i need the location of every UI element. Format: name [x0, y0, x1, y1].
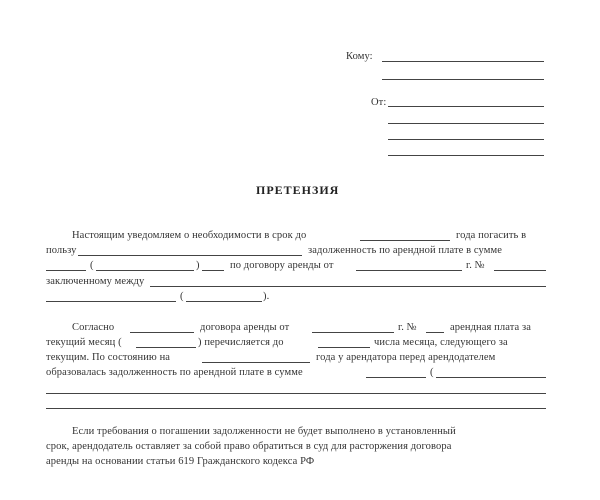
p3-line3: аренды на основании статьи 619 Гражданского кодекса РФ	[46, 456, 315, 467]
p2-line1-text-a: Согласно	[72, 322, 115, 333]
p1-date-line	[360, 240, 450, 241]
p2-as-of-date-line	[202, 362, 310, 363]
from-line-4	[388, 155, 544, 156]
to-line-1	[382, 61, 544, 62]
p2-line2-text-a: текущий месяц (	[46, 337, 122, 348]
p1-amount-words-line	[96, 270, 194, 271]
p2-line4-paren-open: (	[430, 367, 434, 378]
p2-debt-amount-line	[366, 377, 426, 378]
p1-line5-paren-close: ).	[263, 291, 270, 302]
p3-line2: срок, арендодатель оставляет за собой право обратиться в суд для расторжения договора	[46, 441, 452, 452]
p2-day-line	[318, 347, 370, 348]
p2-clause-line	[130, 332, 194, 333]
p1-contract-date-line	[356, 270, 462, 271]
p2-line2-text-b: ) перечисляется до	[198, 337, 284, 348]
p1-line4-text-a: заключенному между	[46, 276, 145, 287]
p1-line2-text-b: задолженность по арендной плате в сумме	[308, 245, 503, 256]
from-line-1	[388, 106, 544, 107]
p2-debt-words-line	[436, 377, 546, 378]
p1-line5-line-b	[186, 301, 262, 302]
p1-parties-line	[150, 286, 546, 287]
p1-line3-text-d: г. №	[466, 260, 485, 271]
to-line-2	[382, 79, 544, 80]
p1-line2-text-a: пользу	[46, 245, 77, 256]
p2-line3-text-b: года у арендатора перед арендодателем	[316, 352, 496, 363]
p1-line1-text-a: Настоящим уведомляем о необходимости в срок до	[72, 230, 307, 241]
p2-extra-line-2	[46, 408, 546, 409]
p2-contract-number-line	[426, 332, 444, 333]
p1-amount-line	[46, 270, 86, 271]
p1-line1-text-b: года погасить в	[456, 230, 527, 241]
p2-line1-text-d: арендная плата за	[450, 322, 532, 333]
p2-line3-text-a: текущим. По состоянию на	[46, 352, 171, 363]
p1-line3-paren-open: (	[90, 260, 94, 271]
p1-contract-number-line	[494, 270, 546, 271]
p1-line3-paren-close: )	[196, 260, 200, 271]
document-title: ПРЕТЕНЗИЯ	[256, 183, 340, 197]
p1-line3-text-c: по договору аренды от	[230, 260, 334, 271]
p2-line1-text-b: договора аренды от	[200, 322, 290, 333]
p1-currency-line	[202, 270, 224, 271]
p2-contract-date-line	[312, 332, 394, 333]
p2-line1-text-c: г. №	[398, 322, 417, 333]
p1-beneficiary-line	[78, 255, 302, 256]
from-line-2	[388, 123, 544, 124]
p2-line2-text-c: числа месяца, следующего за	[374, 337, 508, 348]
from-line-3	[388, 139, 544, 140]
p2-month-amount-line	[136, 347, 196, 348]
p2-extra-line-1	[46, 393, 546, 394]
p2-line4-text-a: образовалась задолженность по арендной плате в сумме	[46, 367, 303, 378]
to-label: Кому:	[346, 51, 373, 62]
from-label: От:	[371, 97, 387, 108]
p3-line1: Если требования о погашении задолженности не будет выполнено в установленный	[72, 426, 456, 437]
p1-line5-paren-open: (	[180, 291, 184, 302]
p1-line5-line-a	[46, 301, 176, 302]
